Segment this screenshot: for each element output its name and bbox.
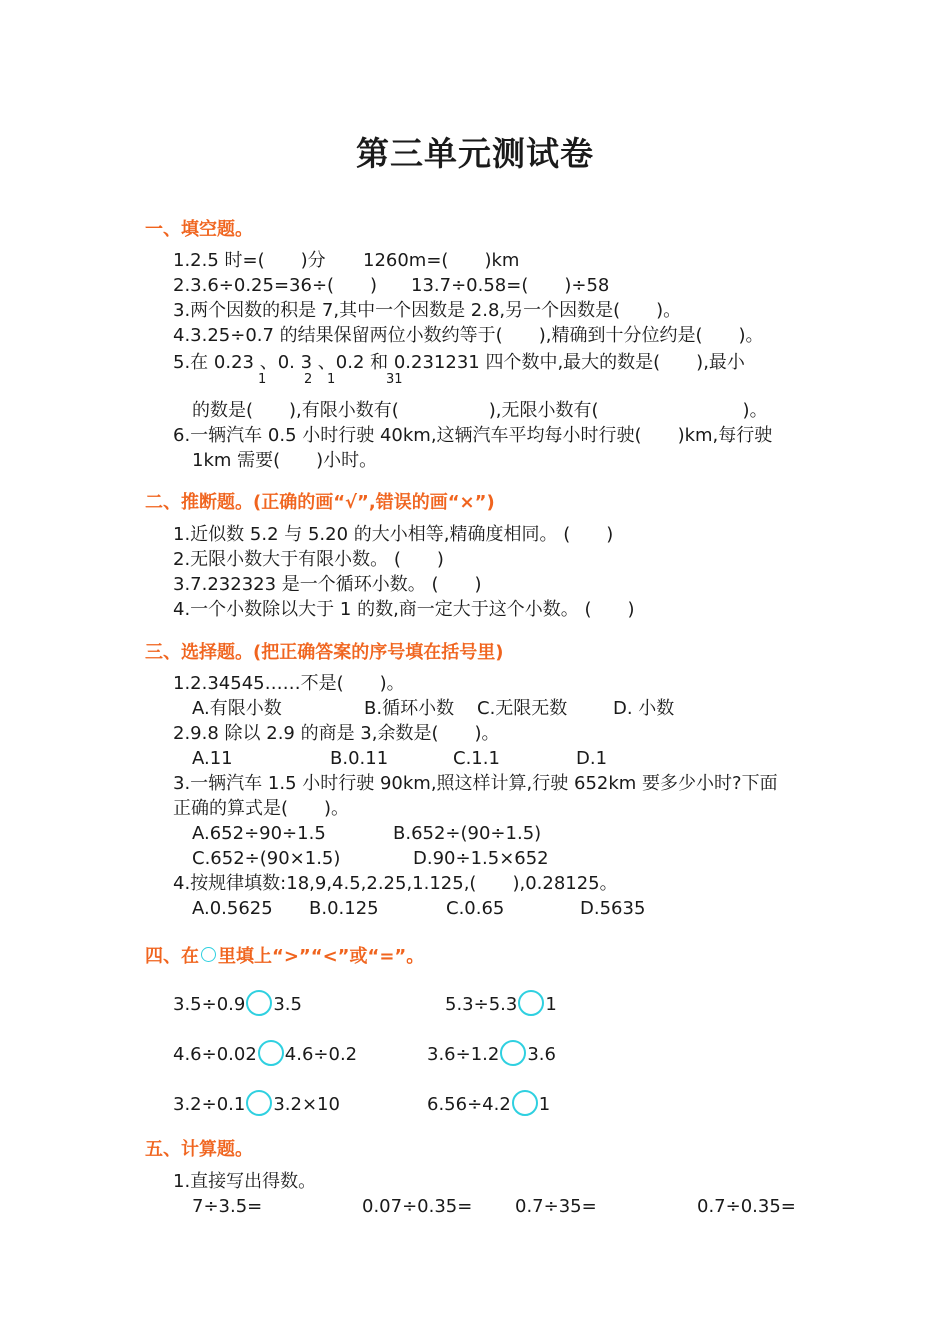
s5-q1-item-c: 0.7÷35= <box>515 1196 597 1217</box>
s1-q3: 3.两个因数的积是 7,其中一个因数是 2.8,另一个因数是( )。 <box>173 300 682 321</box>
s4-r2-left-value: 4.6÷0.2 <box>284 1044 358 1065</box>
s3-q4-stem: 4.按规律填数:18,9,4.5,2.25,1.125,( ),0.28125。 <box>173 873 618 894</box>
compare-circle[interactable] <box>518 990 544 1016</box>
s5-q1-item-a: 7÷3.5= <box>192 1196 263 1217</box>
s1-q5-repeat-digit-3: 1 <box>327 372 336 387</box>
s3-q1-option-d: D. 小数 <box>613 698 675 719</box>
s4-r1-left-expr: 3.5÷0.9 <box>173 994 246 1015</box>
section-3-heading: 三、选择题。(把正确答案的序号填在括号里) <box>145 642 504 663</box>
page-title: 第三单元测试卷 <box>356 134 594 173</box>
s3-q4-option-d: D.5635 <box>580 898 646 919</box>
s3-q2-option-d: D.1 <box>576 748 608 769</box>
s3-q3-option-a: A.652÷90÷1.5 <box>192 823 326 844</box>
circle-icon <box>201 947 216 962</box>
s4-r1-right-value: 1 <box>545 994 557 1015</box>
s5-q1-stem: 1.直接写出得数。 <box>173 1171 317 1192</box>
s1-q6-line1: 6.一辆汽车 0.5 小时行驶 40km,这辆汽车平均每小时行驶( )km,每行驶 <box>173 425 773 446</box>
compare-circle[interactable] <box>500 1040 526 1066</box>
s4-r3-left <box>173 1090 340 1116</box>
section-2-heading: 二、推断题。(正确的画“√”,错误的画“×”) <box>145 492 495 513</box>
s3-q1-option-a: A.有限小数 <box>192 698 282 719</box>
s4-r2-left-expr: 4.6÷0.02 <box>173 1044 257 1065</box>
s4-r3-right-expr: 6.56÷4.2 <box>427 1094 511 1115</box>
s3-q1-stem: 1.2.34545……不是( )。 <box>173 673 405 694</box>
compare-circle[interactable] <box>258 1040 284 1066</box>
section-4-heading <box>145 942 424 968</box>
s2-q3: 3.7.232323 是一个循环小数。 ( ) <box>173 574 482 595</box>
compare-circle[interactable] <box>512 1090 538 1116</box>
compare-circle[interactable] <box>246 990 272 1016</box>
s3-q4-option-b: B.0.125 <box>309 898 379 919</box>
s4-r2-right-value: 3.6 <box>527 1044 556 1065</box>
s1-q2-b: 13.7÷0.58=( )÷58 <box>411 275 610 296</box>
s4-r2-left <box>173 1040 357 1066</box>
s3-q2-stem: 2.9.8 除以 2.9 的商是 3,余数是( )。 <box>173 723 500 744</box>
s4-r1-right <box>445 990 557 1016</box>
s4-heading-pre: 四、在 <box>145 946 199 967</box>
s3-q2-option-a: A.11 <box>192 748 233 769</box>
s4-heading-post: 里填上“>”“<”或“=”。 <box>218 946 425 967</box>
s4-r3-left-expr: 3.2÷0.1 <box>173 1094 246 1115</box>
s2-q1: 1.近似数 5.2 与 5.20 的大小相等,精确度相同。 ( ) <box>173 524 614 545</box>
s4-r3-right <box>427 1090 550 1116</box>
s3-q3-option-d: D.90÷1.5×652 <box>413 848 549 869</box>
s1-q5-line2: 的数是( ),有限小数有( ),无限小数有( )。 <box>192 400 768 421</box>
s5-q1-item-b: 0.07÷0.35= <box>362 1196 473 1217</box>
s1-q5-repeat-digit-2: 2 <box>304 372 313 387</box>
s4-r2-right-expr: 3.6÷1.2 <box>427 1044 500 1065</box>
s1-q5-repeat-digit-1: 1 <box>258 372 267 387</box>
section-1-heading: 一、填空题。 <box>145 219 253 240</box>
s4-r3-right-value: 1 <box>538 1094 551 1115</box>
s3-q4-option-a: A.0.5625 <box>192 898 273 919</box>
s1-q6-line2: 1km 需要( )小时。 <box>192 450 378 471</box>
s3-q2-option-c: C.1.1 <box>453 748 500 769</box>
s1-q1-b: 1260m=( )km <box>363 250 520 271</box>
s1-q5-line1: 5.在 0.23 、0. 3 、0.2 和 0.231231 四个数中,最大的数是( ),最小 <box>173 352 745 373</box>
compare-circle[interactable] <box>246 1090 272 1116</box>
s3-q3-line2: 正确的算式是( )。 <box>173 798 350 819</box>
s3-q2-option-b: B.0.11 <box>330 748 389 769</box>
s1-q2-a: 2.3.6÷0.25=36÷( ) <box>173 275 378 296</box>
s4-r3-left-value: 3.2×10 <box>273 1094 340 1115</box>
s1-q1 <box>173 250 520 272</box>
s4-r1-left-value: 3.5 <box>273 994 302 1015</box>
s1-q5-repeat-digit-4: 31 <box>386 372 403 387</box>
s3-q3-option-c: C.652÷(90×1.5) <box>192 848 341 869</box>
s2-q4: 4.一个小数除以大于 1 的数,商一定大于这个小数。 ( ) <box>173 599 635 620</box>
s4-r1-left <box>173 990 302 1016</box>
s1-q2 <box>173 275 610 297</box>
s3-q4-option-c: C.0.65 <box>446 898 505 919</box>
s1-q1-a: 1.2.5 时=( )分 <box>173 250 326 271</box>
s2-q2: 2.无限小数大于有限小数。 ( ) <box>173 549 444 570</box>
s3-q1-option-c: C.无限无数 <box>477 698 568 719</box>
s3-q3-option-b: B.652÷(90÷1.5) <box>393 823 542 844</box>
s3-q1-option-b: B.循环小数 <box>364 698 455 719</box>
s4-r1-right-expr: 5.3÷5.3 <box>445 994 518 1015</box>
section-5-heading: 五、计算题。 <box>145 1139 253 1160</box>
s3-q3-line1: 3.一辆汽车 1.5 小时行驶 90km,照这样计算,行驶 652km 要多少小时?下面 <box>173 773 778 794</box>
s5-q1-item-d: 0.7÷0.35= <box>697 1196 796 1217</box>
s1-q4: 4.3.25÷0.7 的结果保留两位小数约等于( ),精确到十分位约是( )。 <box>173 325 764 346</box>
s4-r2-right <box>427 1040 556 1066</box>
